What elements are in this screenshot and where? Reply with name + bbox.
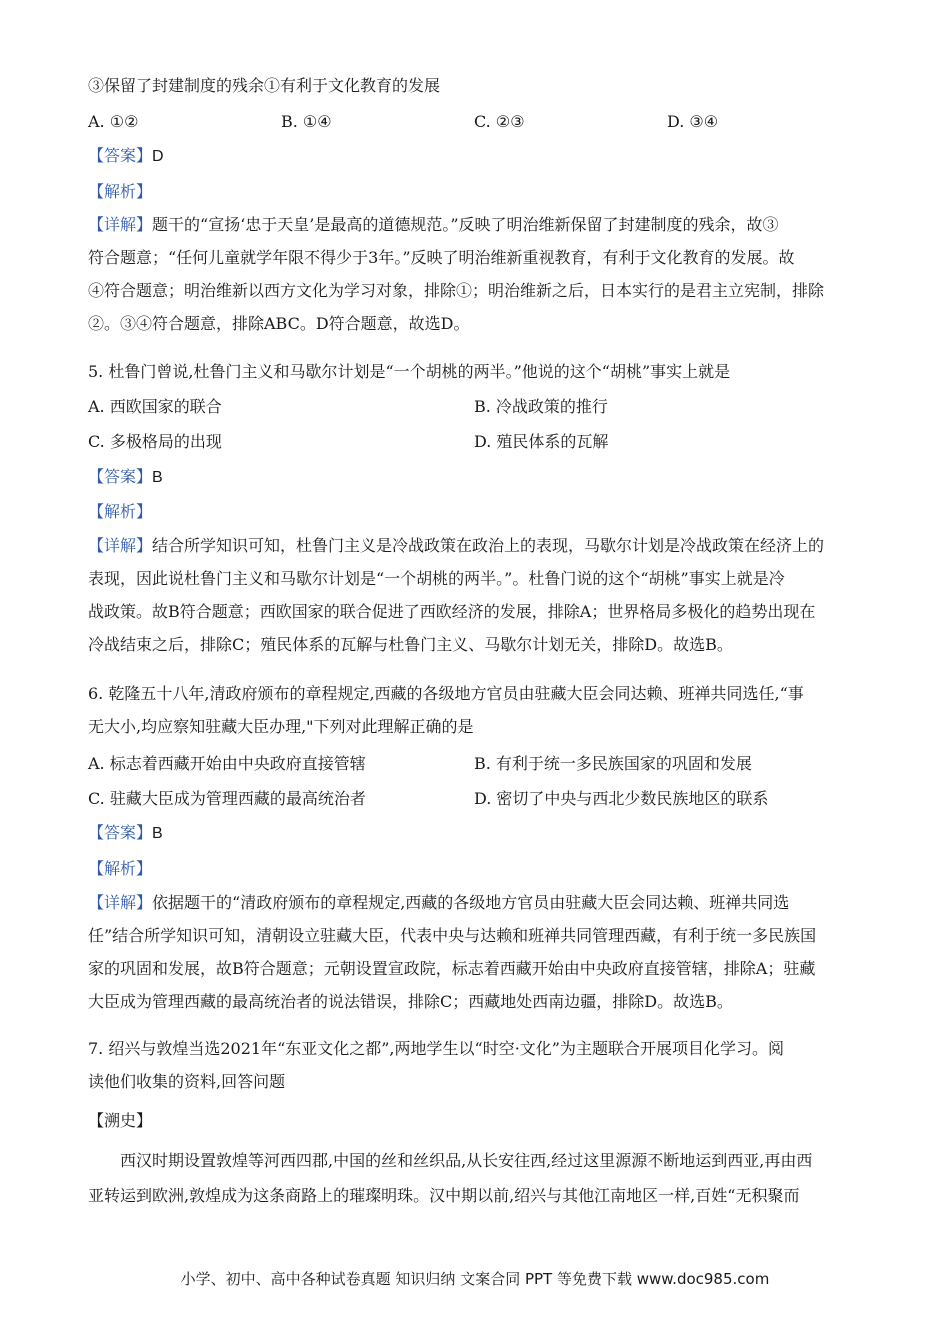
top-line: ③保留了封建制度的残余①有利于文化教育的发展	[88, 76, 441, 95]
q5-answer	[88, 466, 163, 489]
answer-tag: 【答案】	[88, 823, 153, 842]
passage-line: 西汉时期设置敦煌等河西四郡,中国的丝和丝织品,从长安往西,经过这里源源不断地运到西亚,再由西	[120, 1151, 813, 1170]
q4-analysis	[88, 181, 152, 203]
passage-line: 亚转运到欧洲,敦煌成为这条商路上的璀璨明珠。汉中期以前,绍兴与其他江南地区一样,百姓“无积聚而	[88, 1186, 800, 1205]
q4-option-c: C. ②③	[474, 112, 525, 131]
stem-line: 无大小,均应察知驻藏大臣办理,"下列对此理解正确的是	[88, 717, 474, 736]
q5-detail	[88, 529, 868, 661]
q6-option-a: A. 标志着西藏开始由中央政府直接管辖	[88, 754, 366, 773]
q5-option-c: C. 多极格局的出现	[88, 432, 222, 451]
detail-line: 大臣成为管理西藏的最高统治者的说法错误，排除C；西藏地处西南边疆，排除D。故选B。	[88, 992, 733, 1011]
q6-option-b: B. 有利于统一多民族国家的巩固和发展	[474, 754, 752, 773]
q6-detail	[88, 886, 868, 1018]
q4-option-b: B. ①④	[281, 112, 332, 131]
detail-line: 任”结合所学知识可知，清朝设立驻藏大臣，代表中央与达赖和班禅共同管理西藏，有利于统一多民族国	[88, 926, 817, 945]
detail-line: 家的巩固和发展，故B符合题意；元朝设置宣政院，标志着西藏开始由中央政府直接管辖，排除A；驻藏	[88, 959, 816, 978]
detail-line: 表现，因此说杜鲁门主义和马歇尔计划是“一个胡桃的两半。”。杜鲁门说的这个“胡桃”事实上就是冷	[88, 569, 785, 588]
q5-analysis	[88, 501, 152, 523]
detail-line: ④符合题意；明治维新以西方文化为学习对象，排除①；明治维新之后，日本实行的是君主立宪制，排除	[88, 281, 825, 300]
detail-line: 符合题意；“任何儿童就学年限不得少于3年。”反映了明治维新重视教育，有利于文化教育的发展。故	[88, 248, 795, 267]
q6-option-d: D. 密切了中央与西北少数民族地区的联系	[474, 789, 769, 808]
q6-stem	[88, 677, 868, 743]
q6-answer	[88, 822, 163, 845]
q5-option-d: D. 殖民体系的瓦解	[474, 432, 609, 451]
q4-option-d: D. ③④	[667, 112, 719, 131]
answer-value: B	[152, 825, 163, 842]
detail-line: 冷战结束之后，排除C；殖民体系的瓦解与杜鲁门主义、马歇尔计划无关，排除D。故选B。	[88, 635, 733, 654]
q5-option-a: A. 西欧国家的联合	[88, 397, 222, 416]
q5-stem: 5. 杜鲁门曾说,杜鲁门主义和马歇尔计划是“一个胡桃的两半。”他说的这个“胡桃”事实上就是	[88, 362, 731, 381]
q7-passage	[88, 1143, 868, 1213]
detail-tag: 【详解】	[88, 536, 153, 555]
answer-value: D	[152, 148, 164, 165]
answer-tag: 【答案】	[88, 467, 153, 486]
answer-tag: 【答案】	[88, 146, 153, 165]
q4-answer	[88, 145, 164, 168]
detail-line: 【详解】依据题干的“清政府颁布的章程规定,西藏的各级地方官员由驻藏大臣会同达赖、班禅共同选	[88, 893, 790, 912]
stem-line: 6. 乾隆五十八年,清政府颁布的章程规定,西藏的各级地方官员由驻藏大臣会同达赖、班禅共同选任,“事	[88, 684, 804, 703]
detail-tag: 【详解】	[88, 893, 153, 912]
analysis-tag: 【解析】	[88, 859, 153, 878]
analysis-tag: 【解析】	[88, 502, 153, 521]
page-footer: 小学、初中、高中各种试卷真题 知识归纳 文案合同 PPT 等免费下载 www.doc985.com	[180, 1270, 770, 1288]
q6-analysis	[88, 858, 152, 880]
q6-option-c: C. 驻藏大臣成为管理西藏的最高统治者	[88, 789, 366, 808]
detail-line: ②。③④符合题意，排除ABC。D符合题意，故选D。	[88, 314, 470, 333]
stem-line: 7. 绍兴与敦煌当选2021年“东亚文化之都”,两地学生以“时空·文化”为主题联合开展项目化学习。阅	[88, 1039, 784, 1058]
q4-option-a: A. ①②	[88, 112, 139, 131]
q7-section-heading: 【溯史】	[88, 1111, 153, 1130]
analysis-tag: 【解析】	[88, 182, 153, 201]
detail-line: 战政策。故B符合题意；西欧国家的联合促进了西欧经济的发展，排除A；世界格局多极化的趋势出现在	[88, 602, 816, 621]
answer-value: B	[152, 469, 163, 486]
detail-line: 【详解】结合所学知识可知，杜鲁门主义是冷战政策在政治上的表现，马歇尔计划是冷战政策在经济上的	[88, 536, 825, 555]
stem-line: 读他们收集的资料,回答问题	[88, 1072, 286, 1091]
detail-line: 【详解】题干的“宣扬‘忠于天皇’是最高的道德规范。”反映了明治维新保留了封建制度的残余，故③	[88, 215, 779, 234]
q4-detail	[88, 208, 868, 340]
detail-tag: 【详解】	[88, 215, 153, 234]
q7-stem	[88, 1032, 868, 1098]
q5-option-b: B. 冷战政策的推行	[474, 397, 608, 416]
